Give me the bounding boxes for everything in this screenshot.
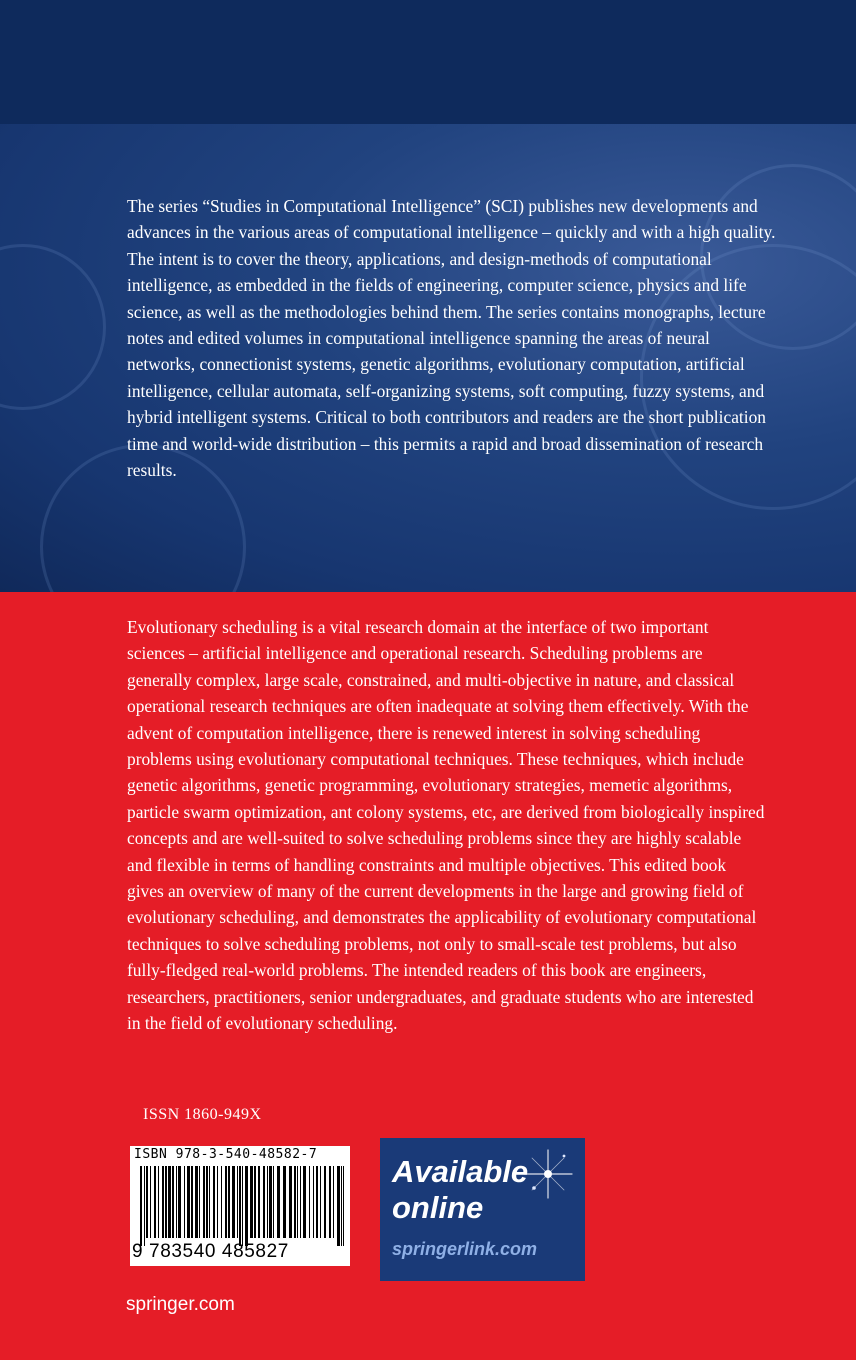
isbn-label: ISBN 978-3-540-48582-7 xyxy=(134,1147,318,1162)
badge-available-text: Available xyxy=(392,1154,529,1189)
publisher-link[interactable]: springer.com xyxy=(126,1294,235,1315)
top-color-band xyxy=(0,0,856,124)
isbn-barcode xyxy=(130,1146,350,1266)
barcode-digits: 9 783540 485827 xyxy=(132,1241,289,1262)
available-online-badge[interactable] xyxy=(380,1138,585,1281)
springerlink-link[interactable]: springerlink.com xyxy=(392,1239,538,1259)
issn-number: ISSN 1860-949X xyxy=(143,1106,262,1123)
badge-online-text: online xyxy=(392,1190,484,1225)
series-description: The series “Studies in Computational Intelligence” (SCI) publishes new developments and advances in the various areas of computational intelligence – quickly and with a high quality. The intent is to cover the theory, applications, and design-methods of computational intelligence, as embedded in the fields of engineering, computer science, physics and life science, as well as the methodologies behind them. The series contains monographs, lecture notes and edited volumes in computational intelligence spanning the areas of neural networks, connectionist systems, genetic algorithms, evolutionary computation, artificial intelligence, cellular automata, self-organizing systems, soft computing, fuzzy systems, and hybrid intelligent systems. Critical to both contributors and readers are the short publication time and world-wide distribution – this permits a rapid and broad dissemination of research results. xyxy=(127,196,776,481)
book-description: Evolutionary scheduling is a vital research domain at the interface of two important sciences – artificial intelligence and operational research. Scheduling problems are generally complex, large scale, constrained, and multi-objective in nature, and classical operational research techniques are often inadequate at solving them effectively. With the advent of computation intelligence, there is renewed interest in solving scheduling problems using evolutionary computational techniques. These techniques, which include genetic algorithms, genetic programming, evolutionary strategies, memetic algorithms, particle swarm optimization, ant colony systems, etc, are derived from biologically inspired concepts and are well-suited to solve scheduling problems since they are highly scalable and flexible in terms of handling constraints and multiple objectives. This edited book gives an overview of many of the current developments in the large and growing field of evolutionary scheduling, and demonstrates the applicability of evolutionary computational techniques to solve scheduling problems, not only to small-scale test problems, but also fully-fledged real-world problems. The intended readers of this book are engineers, researchers, practitioners, senior undergraduates, and graduate students who are interested in the field of evolutionary scheduling. xyxy=(127,617,765,1034)
barcode-bars xyxy=(140,1166,344,1246)
